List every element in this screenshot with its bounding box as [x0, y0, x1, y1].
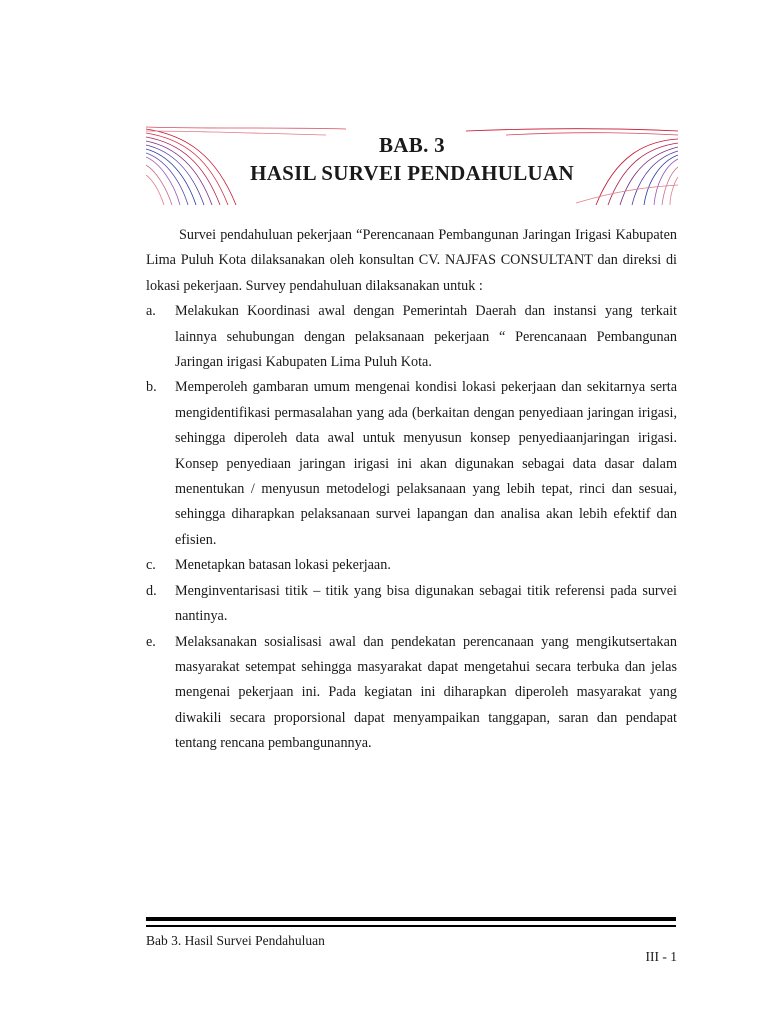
list-item-text: Menetapkan batasan lokasi pekerjaan. — [175, 557, 391, 574]
page-number: III - 1 — [645, 949, 677, 964]
list-item-text: Menginventarisasi titik – titik yang bisa digunakan sebagai titik referensi pada survei nantinya. — [175, 582, 677, 625]
list-item — [146, 630, 677, 757]
survey-objectives-list — [146, 299, 677, 756]
list-item — [146, 553, 677, 578]
list-item-text: Melakukan Koordinasi awal dengan Pemerintah Daerah dan instansi yang terkait lainnya sehubungan dengan pelaksanaan pekerjaan “ Perencanaan Pembangunan Jaringan irigasi Kabupaten Lima Puluh Kota. — [175, 303, 677, 371]
footer-divider-thin — [146, 925, 676, 927]
list-item — [146, 579, 677, 630]
intro-paragraph: Survei pendahuluan pekerjaan “Perencanaan Pembangunan Jaringan Irigasi Kabupaten Lima Puluh Kota dilaksanakan oleh konsultan CV. NAJFAS CONSULTANT dan direksi di lokasi pekerjaan. Survey pendahuluan dilaksanakan untuk : — [146, 227, 677, 294]
chapter-title: HASIL SURVEI PENDAHULUAN — [250, 161, 574, 185]
footer-divider-thick — [146, 917, 676, 921]
list-marker: c. — [146, 557, 156, 574]
chapter-number: BAB. 3 — [379, 133, 445, 157]
list-item-text: Melaksanakan sosialisasi awal dan pendekatan perencanaan yang mengikutsertakan masyarakat setempat sehingga masyarakat dapat mengetahui secara terbuka dan jelas mengenai pekerjaan ini. Pada kegiatan ini diharapkan diperoleh masyarakat yang diwakili secara proporsional dapat menyampaikan tanggapan, saran dan pendapat tentang rencana pembangunannya. — [175, 633, 677, 752]
list-marker: d. — [146, 582, 157, 599]
list-marker: b. — [146, 379, 157, 396]
list-marker: a. — [146, 303, 156, 320]
list-item — [146, 299, 677, 375]
list-item — [146, 375, 677, 553]
footer-chapter-label: Bab 3. Hasil Survei Pendahuluan — [146, 933, 325, 948]
document-body — [146, 223, 677, 757]
chapter-heading — [146, 131, 678, 187]
list-marker: e. — [146, 633, 156, 650]
list-item-text: Memperoleh gambaran umum mengenai kondisi lokasi pekerjaan dan sekitarnya serta mengidentifikasi permasalahan yang ada (berkaitan dengan penyediaan jaringan irigasi, sehingga diperoleh data awal untuk menyusun konsep penyediaanjaringan irigasi. Konsep penyediaan jaringan irigasi ini akan digunakan sebagai data dasar dalam menentukan / menyusun metodelogi pelaksanaan yang lebih tepat, rinci dan sesuai, sehingga diharapkan pelaksanaan survei lapangan dan analisa akan lebih efektif dan efisien. — [175, 379, 677, 548]
